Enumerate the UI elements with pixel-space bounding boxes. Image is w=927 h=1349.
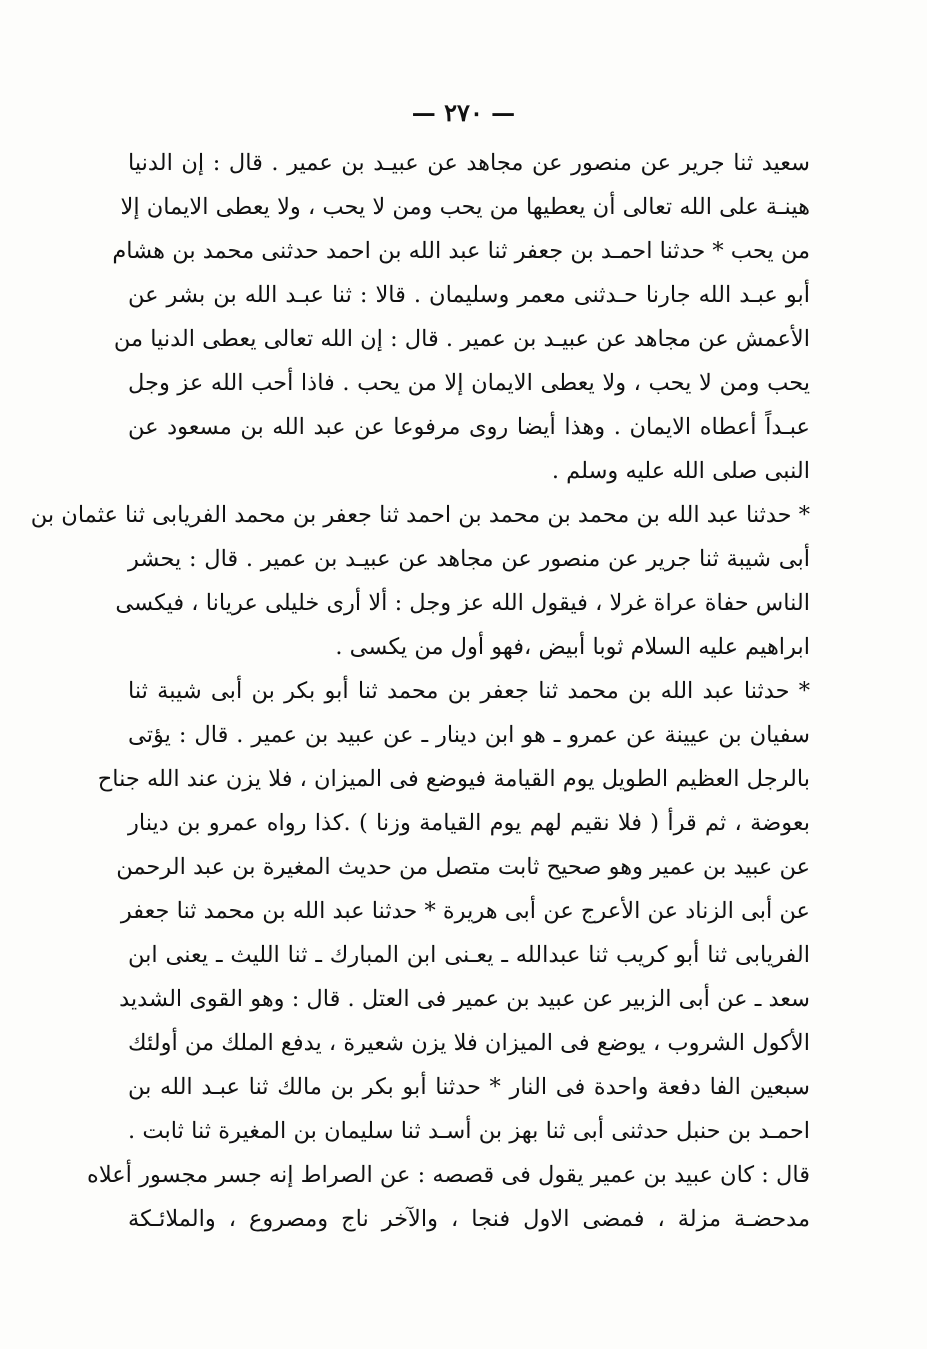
text-line: الناس حفاة عراة غرلا ، فيقول الله عز وجل : ألا أرى خليلى عريانا ، فيكسى — [115, 590, 810, 616]
text-line: مدحضـة مزلة ، فمضى الاول فنجا ، والآخر ناج ومصروع ، والملائـكة — [128, 1206, 810, 1232]
text-line: هينـة على الله تعالى أن يعطيها من يحب ومن لا يحب ، ولا يعطى الايمان إلا — [120, 194, 810, 220]
text-line: سعد ـ عن أبى الزبير عن عبيد بن عمير فى العتل . قال : وهو القوى الشديد — [119, 986, 810, 1012]
text-line: قال : كان عبيد بن عمير يقول فى قصصه : عن الصراط إنه جسر مجسور أعلاه — [87, 1162, 810, 1188]
text-line: * حدثنا عبد الله بن محمد بن محمد بن احمد ثنا جعفر بن محمد الفريابى ثنا عثمان بن — [30, 502, 810, 528]
text-line-paragraph-end: النبى صلى الله عليه وسلم . — [551, 458, 810, 484]
text-line: أبى شيبة ثنا جرير عن منصور عن مجاهد عن عبيـد بن عمير . قال : يحشر — [128, 546, 810, 572]
text-line: سبعين الفا دفعة واحدة فى النار * حدثنا أبو بكر بن مالك ثنا عبـد الله بن — [128, 1074, 810, 1100]
body-text — [30, 141, 810, 1241]
text-line: عن أبى الزناد عن الأعرج عن أبى هريرة * حدثنا عبد الله بن محمد ثنا جعفر — [120, 898, 810, 924]
text-line: الفريابى ثنا أبو كريب ثنا عبدالله ـ يعـنى ابن المبارك ـ ثنا الليث ـ يعنى ابن — [128, 942, 810, 968]
text-line: الأعمش عن مجاهد عن عبيـد بن عمير . قال : إن الله تعالى يعطى الدنيا من — [113, 326, 810, 352]
text-line: سفيان بن عيينة عن عمرو ـ هو ابن دينار ـ عن عبيد بن عمير . قال : يؤتى — [128, 722, 810, 748]
text-line: احمـد بن حنبل حدثنى أبى ثنا بهز بن أسـد ثنا سليمان بن المغيرة ثنا ثابت . — [128, 1118, 810, 1144]
text-line: الأكول الشروب ، يوضع فى الميزان فلا يزن شعيرة ، يدفع الملك من أولئك — [128, 1030, 810, 1056]
text-line: يحب ومن لا يحب ، ولا يعطى الايمان إلا من يحب . فاذا أحب الله عز وجل — [128, 370, 810, 396]
text-line: بعوضة ، ثم قرأ ( فلا نقيم لهم يوم القيامة وزنا ) .كذا رواه عمرو بن دينار — [128, 810, 810, 836]
text-line-paragraph-end: ابراهيم عليه السلام ثوبا أبيض ،فهو أول من يكسى . — [335, 634, 810, 660]
text-line: بالرجل العظيم الطويل يوم القيامة فيوضع فى الميزان ، فلا يزن عند الله جناح — [97, 766, 810, 792]
text-line: سعيد ثنا جرير عن منصور عن مجاهد عن عبيـد بن عمير . قال : إن الدنيا — [128, 150, 810, 176]
text-line: عبـداً أعطاه الايمان . وهذا أيضا روى مرفوعا عن عبد الله بن مسعود عن — [128, 414, 810, 440]
text-line: من يحب * حدثنا احمـد بن جعفر ثنا عبد الله بن احمد حدثنى محمد بن هشام — [112, 238, 810, 264]
page-number: — ٢٧٠ — — [411, 98, 516, 127]
text-line: * حدثنا عبد الله بن محمد ثنا جعفر بن محمد ثنا أبو بكر بن أبى شيبة ثنا — [128, 678, 810, 704]
text-line: عن عبيد بن عمير وهو صحيح ثابت متصل من حديث المغيرة بن عبد الرحمن — [116, 854, 810, 880]
text-line: أبو عبـد الله جارنا حـدثنى معمر وسليمان . قالا : ثنا عبـد الله بن بشر عن — [128, 282, 810, 308]
